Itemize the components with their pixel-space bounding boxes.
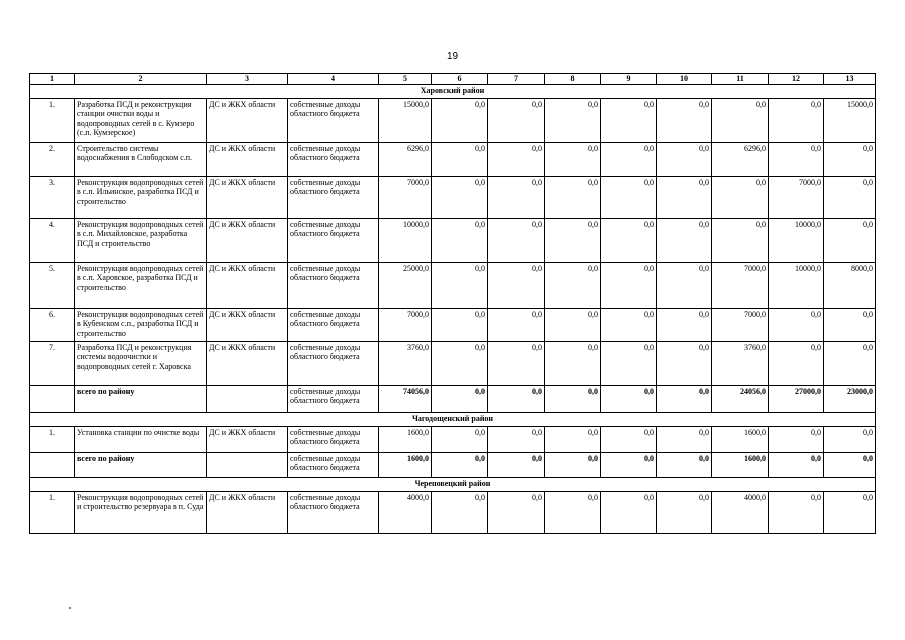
amount-cell: 0,0 <box>657 308 712 341</box>
measure-name: Реконструкция водопроводных сетей и строительство резервуара в п. Суда <box>75 491 207 533</box>
total-row <box>30 385 876 412</box>
measure-name: всего по району <box>75 385 207 412</box>
column-header-5: 5 <box>379 74 432 85</box>
executor: ДС и ЖКХ области <box>207 341 288 385</box>
amount-cell: 0,0 <box>657 142 712 176</box>
column-header-1: 1 <box>30 74 75 85</box>
page-mark <box>69 607 71 609</box>
amount-cell: 15000,0 <box>824 98 876 142</box>
executor: ДС и ЖКХ области <box>207 426 288 452</box>
column-header-11: 11 <box>712 74 769 85</box>
amount-cell: 0,0 <box>601 452 657 477</box>
amount-cell: 1600,0 <box>712 452 769 477</box>
table-row <box>30 491 876 533</box>
amount-cell: 4000,0 <box>712 491 769 533</box>
measure-name: Реконструкция водопроводных сетей в с.п. Ильинское, разработка ПСД и строительство <box>75 176 207 218</box>
amount-cell: 0,0 <box>657 491 712 533</box>
funding-source: собственные доходы областного бюджета <box>288 98 379 142</box>
measure-name: всего по району <box>75 452 207 477</box>
funding-source: собственные доходы областного бюджета <box>288 262 379 308</box>
amount-cell: 0,0 <box>488 385 545 412</box>
amount-cell: 0,0 <box>545 426 601 452</box>
amount-cell: 3760,0 <box>379 341 432 385</box>
amount-cell: 0,0 <box>824 176 876 218</box>
amount-cell: 0,0 <box>432 426 488 452</box>
executor <box>207 452 288 477</box>
table-row <box>30 426 876 452</box>
column-header-row <box>30 74 876 85</box>
page-number: 19 <box>446 51 459 62</box>
amount-cell: 0,0 <box>601 491 657 533</box>
amount-cell: 0,0 <box>488 308 545 341</box>
table-row <box>30 176 876 218</box>
table-row <box>30 308 876 341</box>
amount-cell: 0,0 <box>824 218 876 262</box>
budget-table <box>29 73 876 534</box>
section-header-row <box>30 84 876 98</box>
amount-cell: 0,0 <box>545 142 601 176</box>
row-number: 1. <box>30 426 75 452</box>
amount-cell: 1600,0 <box>379 452 432 477</box>
amount-cell: 4000,0 <box>379 491 432 533</box>
amount-cell: 0,0 <box>824 308 876 341</box>
amount-cell: 0,0 <box>601 308 657 341</box>
amount-cell: 0,0 <box>824 426 876 452</box>
funding-source: собственные доходы областного бюджета <box>288 452 379 477</box>
amount-cell: 7000,0 <box>379 176 432 218</box>
amount-cell: 0,0 <box>432 385 488 412</box>
amount-cell: 0,0 <box>769 426 824 452</box>
amount-cell: 7000,0 <box>769 176 824 218</box>
amount-cell: 0,0 <box>601 341 657 385</box>
amount-cell: 0,0 <box>488 218 545 262</box>
amount-cell: 0,0 <box>769 142 824 176</box>
funding-source: собственные доходы областного бюджета <box>288 491 379 533</box>
column-header-2: 2 <box>75 74 207 85</box>
amount-cell: 0,0 <box>769 98 824 142</box>
amount-cell: 0,0 <box>545 491 601 533</box>
amount-cell: 0,0 <box>769 341 824 385</box>
row-number: 2. <box>30 142 75 176</box>
amount-cell: 23000,0 <box>824 385 876 412</box>
amount-cell: 0,0 <box>657 385 712 412</box>
amount-cell: 0,0 <box>601 262 657 308</box>
amount-cell: 8000,0 <box>824 262 876 308</box>
section-title: Чагодощенский район <box>30 412 876 426</box>
amount-cell: 0,0 <box>769 308 824 341</box>
measure-name: Строительство системы водоснабжения в Слободском с.п. <box>75 142 207 176</box>
amount-cell: 0,0 <box>488 452 545 477</box>
column-header-7: 7 <box>488 74 545 85</box>
amount-cell: 15000,0 <box>379 98 432 142</box>
amount-cell: 0,0 <box>488 142 545 176</box>
amount-cell: 0,0 <box>824 341 876 385</box>
amount-cell: 7000,0 <box>712 308 769 341</box>
amount-cell: 0,0 <box>432 98 488 142</box>
amount-cell: 24056,0 <box>712 385 769 412</box>
column-header-12: 12 <box>769 74 824 85</box>
amount-cell: 10000,0 <box>379 218 432 262</box>
amount-cell: 0,0 <box>824 142 876 176</box>
funding-source: собственные доходы областного бюджета <box>288 142 379 176</box>
amount-cell: 0,0 <box>769 491 824 533</box>
section-header-row <box>30 477 876 491</box>
amount-cell: 6296,0 <box>379 142 432 176</box>
amount-cell: 0,0 <box>824 491 876 533</box>
total-row <box>30 452 876 477</box>
amount-cell: 0,0 <box>488 426 545 452</box>
measure-name: Разработка ПСД и реконструкция станции очистки воды и водопроводных сетей в с. Кумзеро (с.п. Кумзерское) <box>75 98 207 142</box>
amount-cell: 10000,0 <box>769 218 824 262</box>
row-number <box>30 385 75 412</box>
row-number: 3. <box>30 176 75 218</box>
amount-cell: 7000,0 <box>712 262 769 308</box>
amount-cell: 3760,0 <box>712 341 769 385</box>
column-header-9: 9 <box>601 74 657 85</box>
amount-cell: 0,0 <box>545 341 601 385</box>
amount-cell: 0,0 <box>432 452 488 477</box>
measure-name: Реконструкция водопроводных сетей в Кубенском с.п., разработка ПСД и строительство <box>75 308 207 341</box>
table-row <box>30 218 876 262</box>
amount-cell: 0,0 <box>657 218 712 262</box>
amount-cell: 0,0 <box>545 98 601 142</box>
amount-cell: 1600,0 <box>379 426 432 452</box>
row-number: 4. <box>30 218 75 262</box>
amount-cell: 0,0 <box>824 452 876 477</box>
amount-cell: 0,0 <box>488 262 545 308</box>
executor: ДС и ЖКХ области <box>207 218 288 262</box>
amount-cell: 7000,0 <box>379 308 432 341</box>
amount-cell: 0,0 <box>432 341 488 385</box>
amount-cell: 0,0 <box>601 142 657 176</box>
amount-cell: 0,0 <box>712 98 769 142</box>
row-number: 7. <box>30 341 75 385</box>
amount-cell: 0,0 <box>545 262 601 308</box>
amount-cell: 0,0 <box>601 98 657 142</box>
amount-cell: 0,0 <box>657 426 712 452</box>
amount-cell: 74056,0 <box>379 385 432 412</box>
funding-source: собственные доходы областного бюджета <box>288 385 379 412</box>
row-number: 5. <box>30 262 75 308</box>
amount-cell: 0,0 <box>432 491 488 533</box>
amount-cell: 0,0 <box>657 452 712 477</box>
amount-cell: 10000,0 <box>769 262 824 308</box>
funding-source: собственные доходы областного бюджета <box>288 308 379 341</box>
amount-cell: 0,0 <box>657 98 712 142</box>
amount-cell: 0,0 <box>488 176 545 218</box>
amount-cell: 0,0 <box>432 262 488 308</box>
row-number: 1. <box>30 98 75 142</box>
executor: ДС и ЖКХ области <box>207 142 288 176</box>
row-number: 1. <box>30 491 75 533</box>
section-title: Череповецкий район <box>30 477 876 491</box>
table-row <box>30 262 876 308</box>
amount-cell: 27000,0 <box>769 385 824 412</box>
section-title: Харовский район <box>30 84 876 98</box>
row-number: 6. <box>30 308 75 341</box>
amount-cell: 0,0 <box>601 176 657 218</box>
amount-cell: 0,0 <box>601 218 657 262</box>
executor: ДС и ЖКХ области <box>207 176 288 218</box>
amount-cell: 0,0 <box>769 452 824 477</box>
amount-cell: 25000,0 <box>379 262 432 308</box>
column-header-13: 13 <box>824 74 876 85</box>
amount-cell: 0,0 <box>657 262 712 308</box>
amount-cell: 0,0 <box>545 308 601 341</box>
amount-cell: 0,0 <box>545 176 601 218</box>
executor: ДС и ЖКХ области <box>207 491 288 533</box>
amount-cell: 0,0 <box>432 308 488 341</box>
measure-name: Реконструкция водопроводных сетей в с.п. Харовское, разработка ПСД и строительство <box>75 262 207 308</box>
amount-cell: 0,0 <box>488 491 545 533</box>
executor: ДС и ЖКХ области <box>207 262 288 308</box>
amount-cell: 0,0 <box>488 341 545 385</box>
amount-cell: 0,0 <box>712 218 769 262</box>
amount-cell: 0,0 <box>601 385 657 412</box>
table-row <box>30 341 876 385</box>
table-row <box>30 98 876 142</box>
funding-source: собственные доходы областного бюджета <box>288 176 379 218</box>
amount-cell: 0,0 <box>432 176 488 218</box>
amount-cell: 6296,0 <box>712 142 769 176</box>
amount-cell: 0,0 <box>488 98 545 142</box>
amount-cell: 0,0 <box>432 218 488 262</box>
amount-cell: 0,0 <box>657 176 712 218</box>
column-header-8: 8 <box>545 74 601 85</box>
funding-source: собственные доходы областного бюджета <box>288 341 379 385</box>
funding-source: собственные доходы областного бюджета <box>288 218 379 262</box>
amount-cell: 0,0 <box>545 218 601 262</box>
executor: ДС и ЖКХ области <box>207 308 288 341</box>
amount-cell: 0,0 <box>432 142 488 176</box>
amount-cell: 0,0 <box>712 176 769 218</box>
section-header-row <box>30 412 876 426</box>
executor: ДС и ЖКХ области <box>207 98 288 142</box>
row-number <box>30 452 75 477</box>
column-header-3: 3 <box>207 74 288 85</box>
measure-name: Разработка ПСД и реконструкция системы водоочистки и водопроводных сетей г. Харовска <box>75 341 207 385</box>
column-header-10: 10 <box>657 74 712 85</box>
measure-name: Реконструкция водопроводных сетей в с.п. Михайловское, разработка ПСД и строительство <box>75 218 207 262</box>
measure-name: Установка станции по очистке воды <box>75 426 207 452</box>
amount-cell: 0,0 <box>545 385 601 412</box>
executor <box>207 385 288 412</box>
column-header-6: 6 <box>432 74 488 85</box>
amount-cell: 1600,0 <box>712 426 769 452</box>
amount-cell: 0,0 <box>545 452 601 477</box>
amount-cell: 0,0 <box>601 426 657 452</box>
table-row <box>30 142 876 176</box>
column-header-4: 4 <box>288 74 379 85</box>
amount-cell: 0,0 <box>657 341 712 385</box>
funding-source: собственные доходы областного бюджета <box>288 426 379 452</box>
